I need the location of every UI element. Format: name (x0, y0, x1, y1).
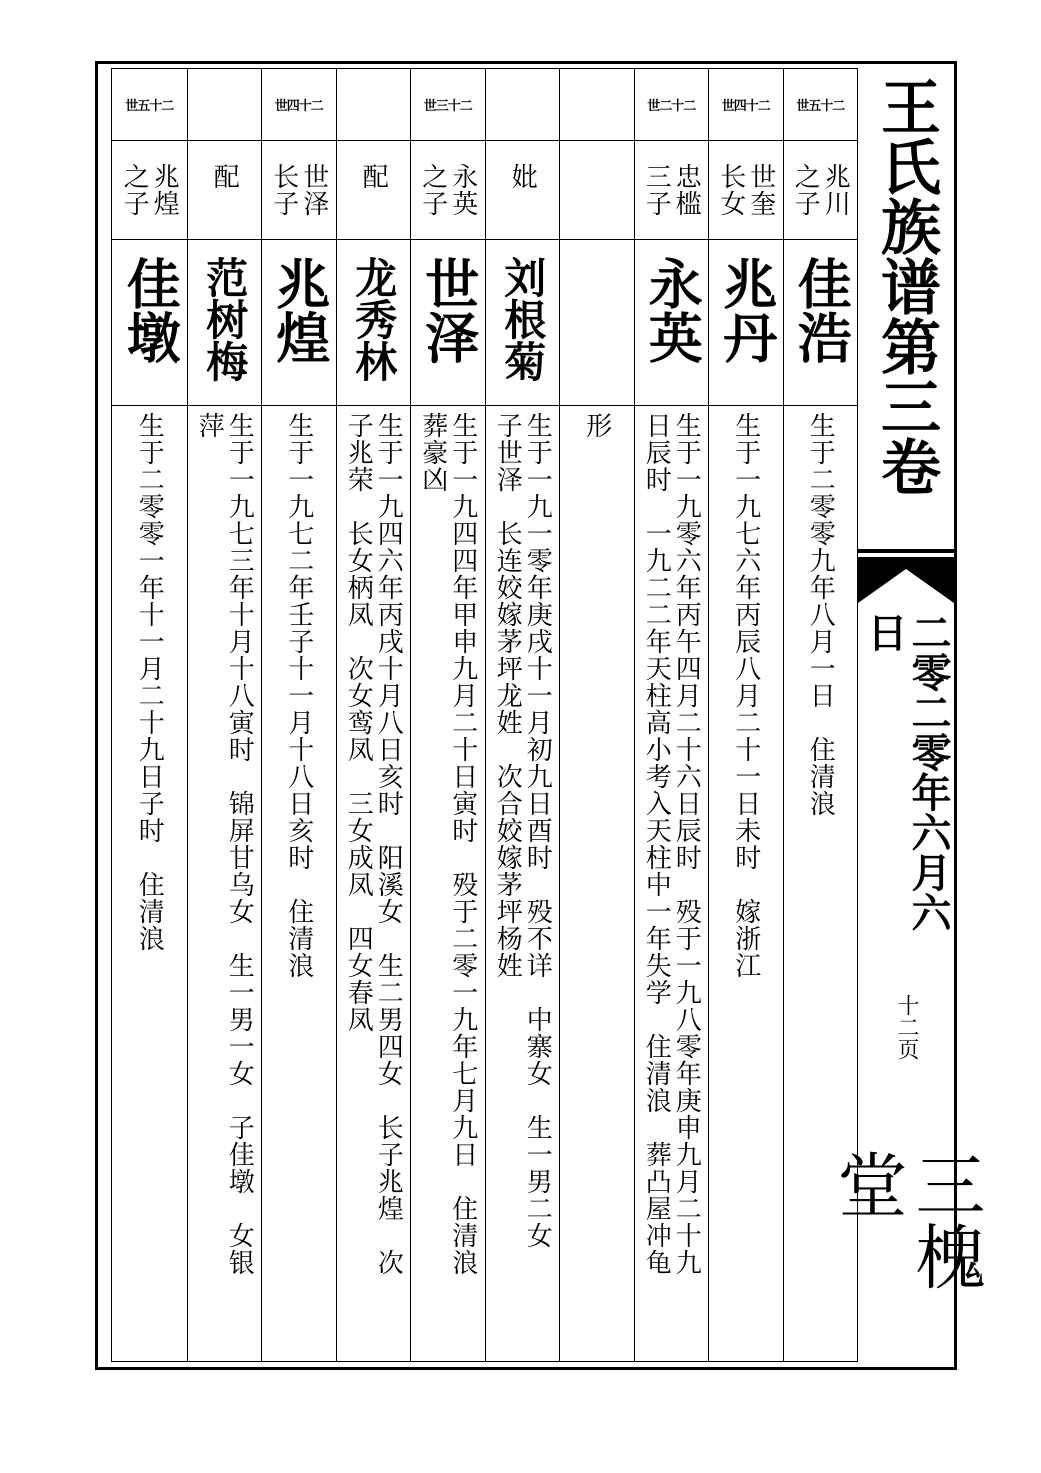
person-name-cell (411, 240, 485, 406)
biography-text: 生于二零零一年十一月二十九日子时 住清浪 (134, 412, 165, 952)
person-name-cell (560, 240, 634, 406)
generation-label (337, 69, 411, 141)
generation-label: 世二十二 (635, 69, 709, 141)
biography-cell (337, 406, 411, 1361)
relation-text: 配 (209, 163, 240, 190)
hall-name-text: 三槐堂 (826, 1149, 986, 1293)
biography-text: 生于一九一零年庚戌十一月初九日酉时 殁不详 中寨女 生一男二女 子世泽 长连姣嫁茅坪龙姓 次合姣嫁茅坪杨姓 (492, 412, 553, 1276)
biography-text: 生于一九七六年丙辰八月二十一日未时 嫁浙江 (730, 412, 761, 979)
biography-text: 生于一九零六年丙午四月二十六日辰时 殁于一九八零年庚申九月二十九日辰时 一九二二年天柱高小考入天柱中一年失学 住清浪 葬凸屋冲龟 (641, 412, 702, 1276)
person-name: 兆丹 (714, 256, 778, 364)
person-name-cell (709, 240, 783, 406)
entry-column (410, 69, 485, 1361)
relation-text: 兆川之子 (790, 163, 851, 217)
relation-text: 世奎长女 (715, 163, 776, 217)
relation-text: 世泽长子 (268, 163, 329, 217)
entry-column (261, 69, 336, 1361)
person-name: 世泽 (416, 256, 480, 364)
biography-text: 生于一九七二年壬子十一月十八日亥时 住清浪 (283, 412, 314, 979)
biography-text: 生于一九七三年十月十八寅时 锦屏甘乌女 生一男一女 子佳墩 女银萍 (194, 412, 255, 1276)
person-name-cell (486, 240, 560, 406)
biography-cell (411, 406, 485, 1361)
entry-column (187, 69, 262, 1361)
biography-cell (112, 406, 187, 1361)
relation-label (112, 141, 187, 240)
biography-cell (188, 406, 262, 1361)
entry-column (559, 69, 634, 1361)
generation-label: 世四十二 (709, 69, 783, 141)
relation-label (411, 141, 485, 240)
publication-date (858, 612, 954, 932)
person-name: 范树梅 (200, 256, 250, 382)
generation-label: 世三十二 (411, 69, 485, 141)
relation-label (188, 141, 262, 240)
entry-column (634, 69, 709, 1361)
genealogy-table (111, 68, 858, 1362)
book-title-text: 王氏族谱第三卷 (871, 76, 941, 496)
generation-label: 世五十二 (784, 69, 858, 141)
book-title (858, 76, 954, 546)
person-name: 佳墩 (118, 256, 182, 364)
generation-label: 世五十二 (112, 69, 187, 141)
relation-text: 配 (358, 163, 389, 190)
person-name-cell (188, 240, 262, 406)
biography-cell (709, 406, 783, 1361)
book-margin-panel (826, 64, 986, 1367)
page-number-text: 十二页 (894, 994, 919, 1060)
biography-cell (560, 406, 634, 1361)
person-name: 刘根菊 (498, 256, 548, 382)
biography-text: 生于一九四四年甲申九月二十日寅时 殁于二零一九年七月九日 住清浪 葬豪凶 (417, 412, 478, 1303)
generation-label (188, 69, 262, 141)
entry-column (112, 69, 187, 1361)
entry-column (485, 69, 560, 1361)
fishtail-ornament (858, 559, 954, 603)
publication-date-text: 二零二零年六月六日 (861, 612, 952, 932)
relation-label (635, 141, 709, 240)
person-name-cell (784, 240, 858, 406)
biography-text: 形 (581, 412, 612, 439)
biography-cell (635, 406, 709, 1361)
page-number (858, 994, 954, 1074)
relation-label (262, 141, 336, 240)
biography-cell (486, 406, 560, 1361)
generation-label (560, 69, 634, 141)
relation-label (709, 141, 783, 240)
relation-text: 忠槛三子 (641, 163, 702, 217)
entry-column (336, 69, 411, 1361)
person-name: 永英 (640, 256, 704, 364)
relation-label (784, 141, 858, 240)
person-name: 佳浩 (789, 256, 853, 364)
person-name-cell (337, 240, 411, 406)
biography-text: 生于二零零九年八月一日 住清浪 (805, 412, 836, 817)
biography-cell (262, 406, 336, 1361)
relation-label (486, 141, 560, 240)
relation-label (337, 141, 411, 240)
generation-label: 世四十二 (262, 69, 336, 141)
divider-rule (858, 549, 954, 553)
biography-text: 生于一九四六年丙戌十月八日亥时 阳溪女 生二男四女 长子兆煌 次子兆荣 长女柄凤 次女鸾凤 三女成凤 四女春凤 (343, 412, 404, 1276)
person-name-cell (635, 240, 709, 406)
relation-text: 兆煌之子 (119, 163, 180, 217)
person-name: 龙秀林 (349, 256, 399, 382)
relation-text: 妣 (507, 163, 538, 190)
person-name: 兆煌 (267, 256, 331, 364)
relation-label (560, 141, 634, 240)
generation-label (486, 69, 560, 141)
entry-column (708, 69, 783, 1361)
person-name-cell (112, 240, 187, 406)
hall-name (826, 1149, 986, 1364)
relation-text: 永英之子 (417, 163, 478, 217)
person-name-cell (262, 240, 336, 406)
